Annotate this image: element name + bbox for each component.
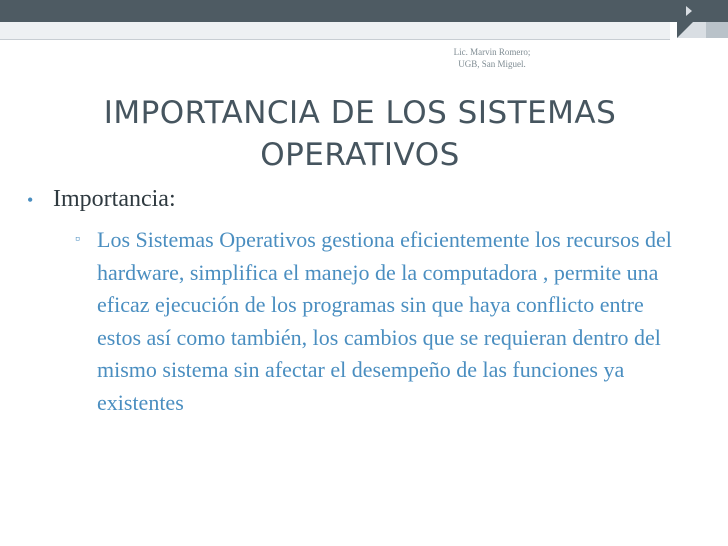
top-bar [0,0,728,22]
slide-title: IMPORTANCIA DE LOS SISTEMAS OPERATIVOS [103,95,617,173]
sub-bullet-item [75,224,695,419]
top-bar-accent [677,22,728,38]
author-footnote [432,46,552,70]
chevron-right-icon [686,6,692,16]
author-line-2: UGB, San Miguel. [458,59,526,69]
bullet-text: Importancia: [53,186,176,212]
header-band [0,22,670,40]
bullet-marker: • [27,190,34,210]
author-line-1: Lic. Marvin Romero; [453,47,531,57]
header-divider [0,39,670,40]
bullet-item [27,186,176,213]
sub-bullet-text: Los Sistemas Operativos gestiona eficientemente los recursos del hardware, simplifica el manejo de la computadora , permite una eficaz ejecución de los programas sin que haya conflicto entre estos así como también, los cambios que se requieran dentro del mismo sistema sin afectar el desempeño de las funciones ya existentes [97,227,672,415]
sub-bullet-marker: ▫ [75,232,80,247]
